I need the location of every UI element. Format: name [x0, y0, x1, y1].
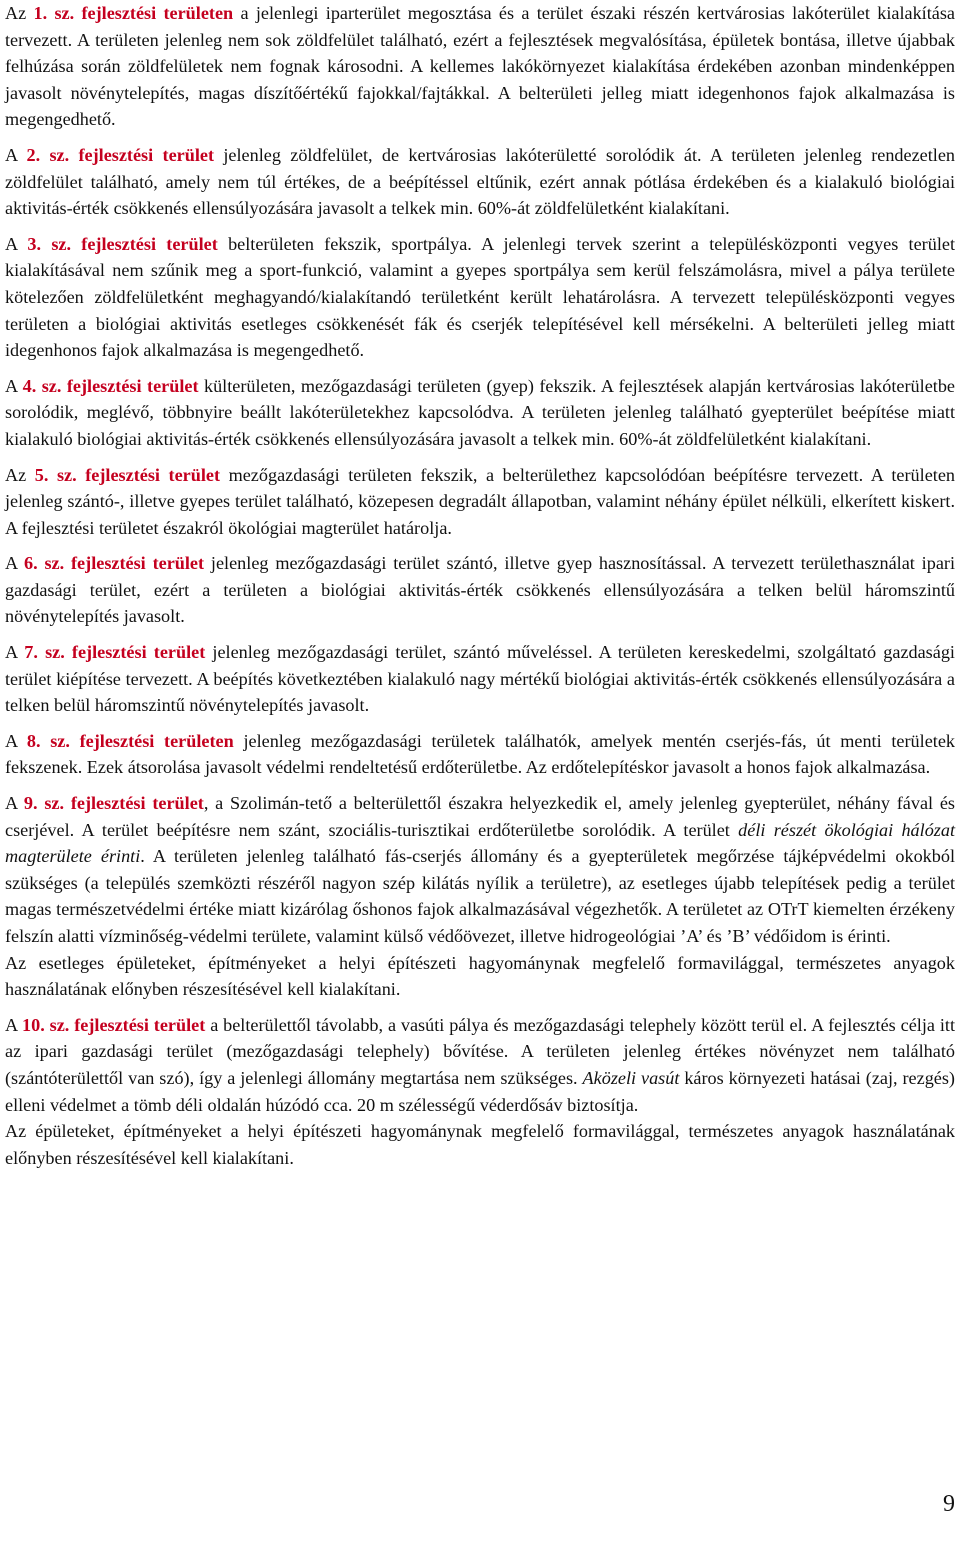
section-heading-text: 6. sz. fejlesztési terület	[23, 553, 205, 574]
paragraph-11	[5, 1012, 955, 1118]
section-heading-text: 9. sz. fejlesztési terület	[23, 793, 204, 814]
paragraph-8	[5, 728, 955, 781]
section-heading-text: 5. sz. fejlesztési terület	[34, 464, 221, 485]
body-text: A	[5, 1014, 23, 1035]
paragraph-9	[5, 790, 955, 950]
body-text: Az épületeket, építményeket a helyi építészeti hagyománynak megfelelő formavilággal, természetes anyagok használatának előnyben részesítésével kell kialakítani.	[5, 1121, 955, 1168]
body-text: Az esetleges épületeket, építményeket a helyi építészeti hagyománynak megfelelő formavilággal, természetes anyagok használatának előnyben részesítésével kell kialakítani.	[5, 952, 955, 1000]
section-heading-text: 1. sz. fejlesztési területen	[33, 3, 234, 23]
body-text: külterületen, mezőgazdasági területen (gyep) fekszik. A fejlesztések alapján kertvárosias lakóterületbe sorolódik, meglévő, többnyire beállt lakóterületekhez kapcsolódva. A területen jelenleg található gyepterület beépítése miatt kialakuló biológiai aktivitás-érték csökkenés ellensúlyozására javasolt a telkek min. 60%-át zöldfelületként kialakítani.	[5, 375, 955, 449]
body-text: A	[5, 553, 24, 574]
body-text: A	[5, 144, 27, 165]
paragraph-2	[5, 142, 955, 222]
paragraph-3	[5, 231, 955, 364]
body-text: A	[5, 793, 24, 814]
document-page	[5, 0, 955, 1180]
paragraph-10	[5, 950, 955, 1003]
page-number: 9	[943, 1491, 955, 1517]
body-text: jelenleg zöldfelület, de kertvárosias lakóterületté sorolódik át. A területen jelenleg rendezetlen zöldfelület található, amely nem túl értékes, de a beépítéssel eltűnik, ezért annak pótlása érdekében és a kialakuló biológiai aktivitás-érték csökkenés ellensúlyozására javasolt a telkek min. 60%-át zöldfelületként kialakítani.	[5, 144, 955, 219]
body-text: Az	[5, 3, 34, 23]
section-heading-text: 4. sz. fejlesztési terület	[22, 375, 199, 396]
body-text: jelenleg mezőgazdasági terület szántó, illetve gyep hasznosítással. A tervezett területhasználat ipari gazdasági terület, ezért a területen a biológiai aktivitás-érték csökkenés ellensúlyozására a telken belül háromszintű növénytelepítés javasolt.	[5, 553, 956, 627]
section-heading-text: 10. sz. fejlesztési terület	[22, 1014, 206, 1035]
body-text: mezőgazdasági területen fekszik, a belterülethez kapcsolódóan beépítésre tervezett. A területen jelenleg szántó-, illetve gyepes terület található, közepesen degradált állapotban, valamint néhány épület nélküli, elkerített kiskert. A fejlesztési területet északról ökológiai magterület határolja.	[5, 464, 955, 538]
body-text: belterületen fekszik, sportpálya. A jelenlegi tervek szerint a településközponti vegyes terület kialakításával nem szűnik meg a sport-funkció, valamint a gyepes sportpálya sem kerül felszámolásra, mivel a pálya területe kötelezően zöldfelületként meghagyandó/kialakítandó területként került lehatárolásra. A tervezett településközponti vegyes területen a biológiai aktivitás esetleges csökkenését fák és cserjék telepítésével kell mérsékelni. A belterületi jelleg miatt idegenhonos fajok alkalmazása is megengedhető.	[5, 233, 955, 361]
paragraph-12	[5, 1118, 955, 1171]
section-heading-text: 7. sz. fejlesztési terület	[24, 642, 206, 663]
document-body	[5, 0, 955, 1171]
body-text: jelenleg mezőgazdasági terület, szántó műveléssel. A területen kereskedelmi, szolgáltató gazdasági terület kiépítése tervezett. A beépítés következtében kialakuló nagy mértékű biológiai aktivitás-érték csökkenés ellensúlyozására a telken belül háromszintű növénytelepítés javasolt.	[5, 642, 955, 716]
body-text: . A területen jelenleg található fás-cserjés állomány és a gyepterületek megőrzése tájképvédelmi okokból szükséges (a település szemközti részéről nagyon szép kilátás nyílik a területre), az esetleges újabb telepítések pedig a terület magas természetvédelmi értéke miatt kizárólag őshonos fajok alkalmazásával végezhetők. A területet az OTrT kiemelten érzékeny felszín alatti vízminőség-védelmi területe, valamint külső védőövezet, illetve hidrogeológiai ’A’ és ’B’ védőidom is érinti.	[5, 846, 955, 946]
section-heading-text: 8. sz. fejlesztési területen	[26, 730, 234, 751]
paragraph-6	[5, 550, 955, 630]
paragraph-4	[5, 373, 955, 453]
paragraph-5	[5, 462, 955, 542]
body-text: A	[5, 233, 28, 254]
body-text: A	[5, 642, 25, 663]
body-text: Az	[5, 464, 35, 485]
body-text: a belterülettől távolabb, a vasúti pálya és mezőgazdasági telephely között terül el. A fejlesztés célja itt az ipari gazdasági terület (mezőgazdasági telephely) bővítése. A területen jelenleg értékes növényzet nem található (szántóterülettől van szó), így a jelenlegi állomány megtartása nem szükséges.	[5, 1014, 955, 1088]
body-text: jelenleg mezőgazdasági területek találhatók, amelyek mentén cserjés-fás, út menti területek fekszenek. Ezek átsorolása javasolt védelmi rendeltetésű erdőterületbe. Az erdőtelepítéskor javasolt a honos fajok alkalmazása.	[5, 730, 955, 778]
body-text: a jelenlegi iparterület megosztása és a terület északi részén kertvárosias lakóterület kialakítása tervezett. A területen jelenleg nem sok zöldfelület található, ezért a fejlesztések megvalósítása, épületek bontása, illetve újabbak felhúzása során zöldfelületek nem fognak károsodni. A kellemes lakókörnyezet kialakítása érdekében azonban mindenképpen javasolt növénytelepítés, magas díszítőértékű fajokkal/fajtákkal. A belterületi jelleg miatt idegenhonos fajok alkalmazása is megengedhető.	[5, 3, 955, 130]
emphasis-text: Aközeli vasút	[582, 1067, 680, 1088]
body-text: káros környezeti hatásai (zaj, rezgés) elleni védelmet a tömb déli oldalán húzódó cca. 20 m szélességű véderdősáv biztosítja.	[5, 1067, 955, 1115]
paragraph-1	[5, 0, 955, 133]
body-text: A	[5, 730, 27, 751]
body-text: A	[5, 375, 23, 396]
body-text: , a Szolimán-tető a belterülettől északra helyezkedik el, amely jelenleg gyepterület, néhány fával és cserjével. A terület beépítésre nem szánt, szociális-turisztikai erdőterületbe sorolódik. A terület	[5, 793, 955, 840]
section-heading-text: 2. sz. fejlesztési terület	[26, 144, 215, 165]
emphasis-text: déli részét ökológiai hálózat magterülete érinti	[5, 819, 956, 867]
section-heading-text: 3. sz. fejlesztési terület	[27, 233, 218, 254]
paragraph-7	[5, 639, 955, 719]
